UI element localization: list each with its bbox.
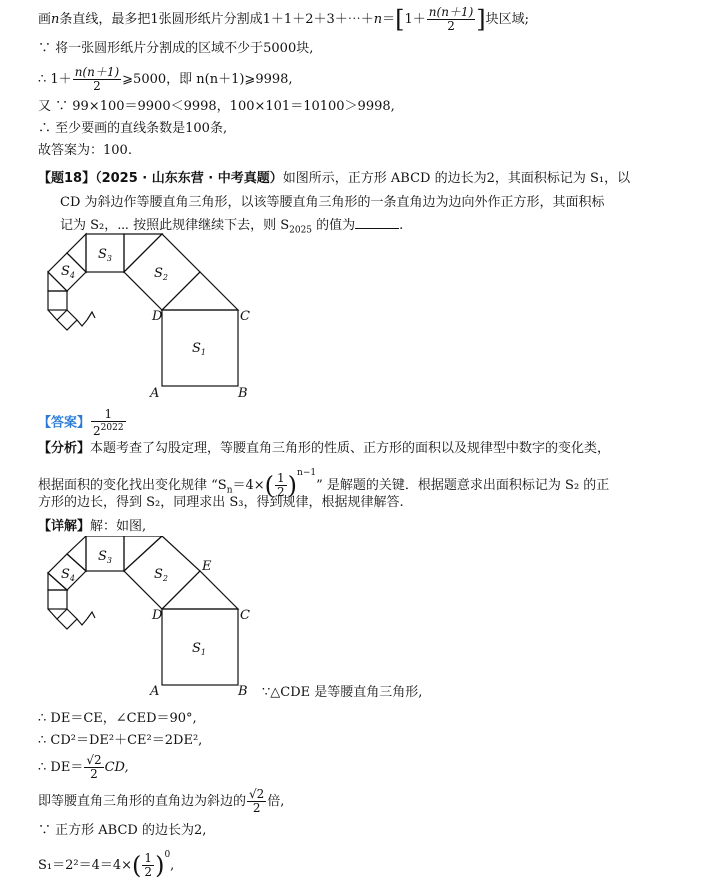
question-line-3: 记为 S₂，⋯ 按照此规律继续下去，则 $S_{2025}$ 的值为 . (60, 218, 404, 236)
figure-squares-1 (40, 232, 270, 402)
answer-line: 【答案】 $\frac{1}{2^{2022}}$ (38, 407, 124, 438)
question-label: 【题18】 (38, 171, 96, 186)
fig1-label-b: B (238, 386, 248, 401)
fig1-label-c: C (240, 309, 250, 324)
fig2-label-s3: $S_3$ (98, 549, 112, 565)
fig2-label-s1: $S_1$ (192, 641, 206, 657)
fig1-label-s3: $S_3$ (98, 247, 112, 263)
question-line-2: CD 为斜边作等腰直角三角形，以该等腰直角三角形的一条直角边为边向外作正方形，其面积标 (60, 195, 605, 210)
detail-line-5: 即等腰直角三角形的直角边为斜边的 $\frac{√2}{2}$ 倍, (38, 787, 285, 815)
detail-fig-note: ∵△CDE 是等腰直角三角形, (262, 685, 423, 700)
question-source: （2025 · 山东东营 · 中考真题） (95, 171, 283, 186)
fig2-label-s2: $S_2$ (154, 567, 168, 583)
answer-label: 【答案】 (38, 415, 91, 431)
fig1-label-s1: $S_1$ (192, 341, 206, 357)
analysis-label: 【分析】 (38, 441, 91, 456)
fig1-label-a: A (150, 386, 160, 401)
analysis-line-3: 方形的边长，得到 S₂，同理求出 S₃，得到规律，根据规律解答. (38, 495, 404, 510)
solution-line-4: 又 ∵ 99×100＝9900＜9998，100×101＝10100＞9998, (38, 99, 395, 114)
fig2-label-s4: $S_4$ (61, 567, 75, 583)
detail-label: 【详解】 (38, 519, 91, 534)
solution-line-1: 画n条直线，最多把1张圆形纸片分割成1＋1＋2＋3＋⋯＋n＝[1＋ $\frac{n(n+1)}{2}$ ]块区域; (38, 5, 530, 34)
fig2-label-d: D (152, 608, 163, 623)
analysis-line-2: 根据面积的变化找出变化规律 “$S_n=4\times$( $\frac{1}{2}$ )$^{n-1}$” 是解题的关键．根据题意求出面积标记为 S₂ 的正 (38, 468, 610, 500)
fig2-label-a: A (150, 684, 160, 699)
detail-line-2: ∴ DE＝CE，∠CED＝90°, (38, 711, 197, 726)
solution-line-5: ∴ 至少要画的直线条数是100条, (38, 121, 228, 136)
question-line-1: 【题18】（2025 · 山东东营 · 中考真题）如图所示，正方形 ABCD 的边长为2，其面积标记为 S₁，以 (38, 171, 631, 186)
detail-line-7: S₁＝2²＝4＝4×( $\frac{1}{2}$ )$^0$, (38, 850, 175, 880)
answer-blank (355, 216, 399, 229)
analysis-line-1: 【分析】本题考查了勾股定理，等腰直角三角形的性质、正方形的面积以及规律型中数字的变化类， (38, 441, 611, 456)
solution-line-6: 故答案为：100. (38, 143, 132, 158)
fig2-label-c: C (240, 608, 250, 623)
solution-line-3: ∴ 1＋ $\frac{n(n+1)}{2}$ ⩾5000，即 n(n＋1)⩾9998, (38, 65, 293, 93)
fig2-label-b: B (238, 684, 248, 699)
solution-line-2: ∵ 将一张圆形纸片分割成的区域不少于5000块, (38, 41, 314, 56)
detail-line-1: 【详解】解：如图, (38, 519, 147, 534)
fig2-label-e: E (202, 559, 212, 574)
detail-line-4: ∴ DE＝ $\frac{√2}{2}$ CD, (38, 753, 129, 781)
figure-squares-2 (40, 536, 270, 701)
detail-line-6: ∵ 正方形 ABCD 的边长为2, (38, 823, 207, 838)
fig1-label-s4: $S_4$ (61, 264, 75, 280)
detail-line-3: ∴ CD²＝DE²＋CE²＝2DE², (38, 733, 203, 748)
fig1-label-d: D (152, 309, 163, 324)
fig1-label-s2: $S_2$ (154, 266, 168, 282)
